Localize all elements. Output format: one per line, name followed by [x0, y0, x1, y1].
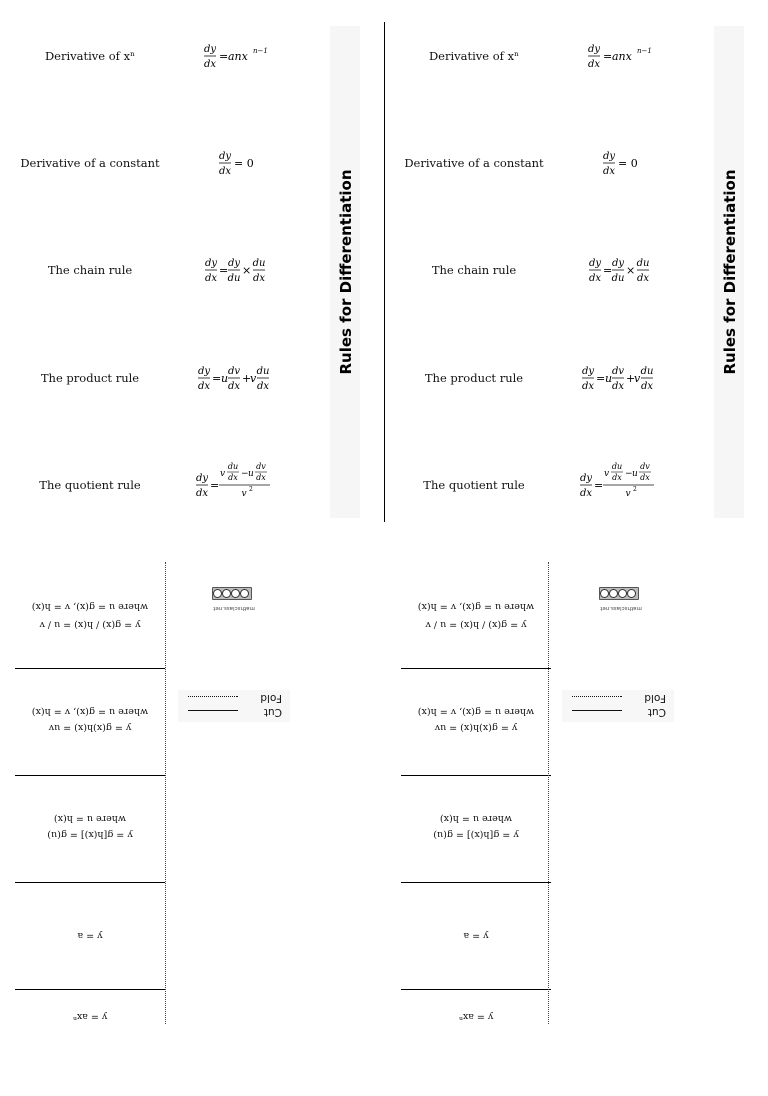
svg-text:du: du	[636, 258, 650, 269]
formula-power	[588, 39, 652, 73]
svg-text:+: +	[626, 372, 636, 385]
back-product-line1: y = g(x)h(x) = uv	[434, 722, 518, 733]
rule-label-chain: The chain rule	[47, 263, 133, 277]
back-quotient-line2: where u = g(x), v = h(x)	[417, 601, 535, 612]
svg-text:v: v	[625, 489, 631, 499]
svg-text:=: =	[603, 50, 613, 63]
svg-text:=: =	[212, 372, 222, 385]
back-power-line1: y = axⁿ	[72, 1011, 108, 1022]
svg-text:v: v	[241, 489, 247, 499]
card-panel-left	[0, 0, 384, 1024]
svg-text:anx: anx	[612, 50, 632, 63]
svg-text:dy: dy	[197, 366, 211, 377]
formula-product	[198, 361, 274, 395]
svg-text:dx: dx	[256, 381, 270, 392]
back-chain-line1: y = g[h(x)] = g(u)	[47, 829, 133, 840]
svg-text:= 0: = 0	[618, 157, 638, 170]
svg-text:du: du	[256, 366, 270, 377]
page-title: Rules for Differentiation	[337, 169, 355, 375]
back-cell-chain	[401, 776, 551, 883]
svg-text:u: u	[605, 372, 613, 385]
key-cut-line	[572, 710, 622, 711]
cut-fold-key	[562, 690, 674, 722]
svg-text:dv: dv	[611, 366, 625, 377]
svg-text:=: =	[603, 264, 613, 277]
rule-label-constant: Derivative of a constant	[20, 156, 160, 170]
svg-text:v: v	[220, 469, 226, 479]
rule-label-chain: The chain rule	[431, 263, 517, 277]
svg-text:dx: dx	[640, 381, 654, 392]
svg-text:u: u	[248, 469, 254, 479]
svg-text:du: du	[611, 462, 623, 471]
svg-text:dx: dx	[218, 166, 232, 177]
formula-quotient	[196, 463, 276, 507]
svg-text:dy: dy	[587, 44, 601, 55]
rule-label-product: The product rule	[40, 371, 140, 385]
rule-label-quotient: The quotient rule	[423, 478, 525, 492]
back-cell-power	[15, 990, 165, 1096]
key-cut-label: Cut	[647, 706, 666, 718]
rule-label-quotient: The quotient rule	[39, 478, 141, 492]
logo-site: mathsclass.net	[213, 605, 255, 611]
svg-text:du: du	[227, 462, 239, 471]
back-constant-line1: y = a	[77, 930, 103, 941]
formula-product	[582, 361, 658, 395]
back-chain-line1: y = g[h(x)] = g(u)	[433, 829, 519, 840]
cc-logo	[571, 584, 671, 614]
svg-text:=: =	[219, 50, 229, 63]
svg-text:du: du	[640, 366, 654, 377]
svg-text:dx: dx	[587, 59, 601, 70]
svg-text:dx: dx	[203, 59, 217, 70]
svg-text:=: =	[596, 372, 606, 385]
svg-text:anx: anx	[228, 50, 248, 63]
key-fold-label: Fold	[260, 692, 282, 704]
rule-label-power: Derivative of xⁿ	[44, 49, 136, 63]
svg-text:dy: dy	[579, 473, 593, 484]
svg-text:u: u	[221, 372, 229, 385]
svg-text:dv: dv	[256, 462, 266, 471]
svg-text:dx: dx	[204, 273, 218, 284]
back-cell-quotient	[15, 562, 165, 669]
cc-logo	[184, 584, 284, 614]
svg-text:v: v	[604, 469, 610, 479]
back-quotient-line1: y = g(x) / h(x) = u / v	[39, 619, 141, 630]
back-quotient-line1: y = g(x) / h(x) = u / v	[425, 619, 527, 630]
svg-text:dx: dx	[197, 381, 211, 392]
back-cell-constant	[401, 883, 551, 990]
formula-chain	[205, 253, 267, 287]
svg-text:dv: dv	[640, 462, 650, 471]
back-cell-quotient	[401, 562, 551, 669]
svg-text:= 0: = 0	[234, 157, 254, 170]
svg-text:dx: dx	[612, 473, 622, 482]
svg-text:dx: dx	[636, 273, 650, 284]
back-cell-constant	[15, 883, 165, 990]
formula-constant	[603, 146, 637, 180]
svg-text:−: −	[241, 469, 249, 479]
formula-quotient	[580, 463, 660, 507]
svg-text:dx: dx	[611, 381, 625, 392]
svg-text:v: v	[634, 372, 641, 385]
svg-text:dx: dx	[195, 488, 209, 499]
back-chain-line2: where u = h(x)	[439, 813, 513, 824]
svg-text:dx: dx	[256, 473, 266, 482]
back-chain-line2: where u = h(x)	[53, 813, 127, 824]
card-panel-right	[384, 0, 768, 1024]
svg-text:dy: dy	[602, 151, 616, 162]
back-product-line2: where u = g(x), v = h(x)	[417, 706, 535, 717]
svg-text:dx: dx	[228, 473, 238, 482]
rule-label-constant: Derivative of a constant	[404, 156, 544, 170]
formula-constant	[219, 146, 253, 180]
svg-text:n−1: n−1	[253, 47, 268, 55]
svg-text:+: +	[242, 372, 252, 385]
cut-fold-key	[178, 690, 290, 722]
svg-text:v: v	[250, 372, 257, 385]
svg-text:dx: dx	[579, 488, 593, 499]
rule-label-product: The product rule	[424, 371, 524, 385]
svg-text:=: =	[210, 479, 220, 492]
svg-text:du: du	[227, 273, 241, 284]
svg-text:dx: dx	[602, 166, 616, 177]
back-product-line1: y = g(x)h(x) = uv	[48, 722, 132, 733]
back-cell-product	[15, 669, 165, 776]
svg-text:dx: dx	[252, 273, 266, 284]
cc-badge-icon	[212, 587, 252, 600]
svg-text:dy: dy	[203, 44, 217, 55]
svg-text:×: ×	[242, 264, 252, 277]
back-quotient-line2: where u = g(x), v = h(x)	[31, 601, 149, 612]
svg-text:×: ×	[626, 264, 636, 277]
svg-text:dv: dv	[227, 366, 241, 377]
back-cell-chain	[15, 776, 165, 883]
rule-label-power: Derivative of xⁿ	[428, 49, 520, 63]
back-constant-line1: y = a	[463, 930, 489, 941]
svg-text:n−1: n−1	[637, 47, 652, 55]
formula-chain	[589, 253, 651, 287]
key-cut-label: Cut	[263, 706, 282, 718]
key-cut-line	[188, 710, 238, 711]
svg-text:dy: dy	[227, 258, 241, 269]
svg-text:dx: dx	[640, 473, 650, 482]
key-fold-label: Fold	[644, 692, 666, 704]
key-fold-line	[572, 696, 622, 697]
svg-text:=: =	[594, 479, 604, 492]
svg-text:=: =	[219, 264, 229, 277]
fold-line	[548, 562, 549, 1024]
svg-text:dy: dy	[204, 258, 218, 269]
svg-text:dy: dy	[218, 151, 232, 162]
back-product-line2: where u = g(x), v = h(x)	[31, 706, 149, 717]
cc-badge-icon	[599, 587, 639, 600]
svg-text:dx: dx	[581, 381, 595, 392]
svg-text:dx: dx	[227, 381, 241, 392]
svg-text:u: u	[632, 469, 638, 479]
page-title: Rules for Differentiation	[721, 169, 739, 375]
svg-text:dy: dy	[611, 258, 625, 269]
key-fold-line	[188, 696, 238, 697]
back-power-line1: y = axⁿ	[458, 1011, 494, 1022]
svg-text:2: 2	[633, 486, 637, 493]
formula-power	[204, 39, 268, 73]
svg-text:dx: dx	[588, 273, 602, 284]
svg-text:du: du	[611, 273, 625, 284]
svg-text:dy: dy	[588, 258, 602, 269]
logo-site: mathsclass.net	[600, 605, 642, 611]
back-cell-power	[401, 990, 551, 1096]
svg-text:dy: dy	[195, 473, 209, 484]
svg-text:2: 2	[249, 486, 253, 493]
fold-line	[165, 562, 166, 1024]
svg-text:dy: dy	[581, 366, 595, 377]
svg-text:−: −	[625, 469, 633, 479]
svg-text:du: du	[252, 258, 266, 269]
back-cell-product	[401, 669, 551, 776]
